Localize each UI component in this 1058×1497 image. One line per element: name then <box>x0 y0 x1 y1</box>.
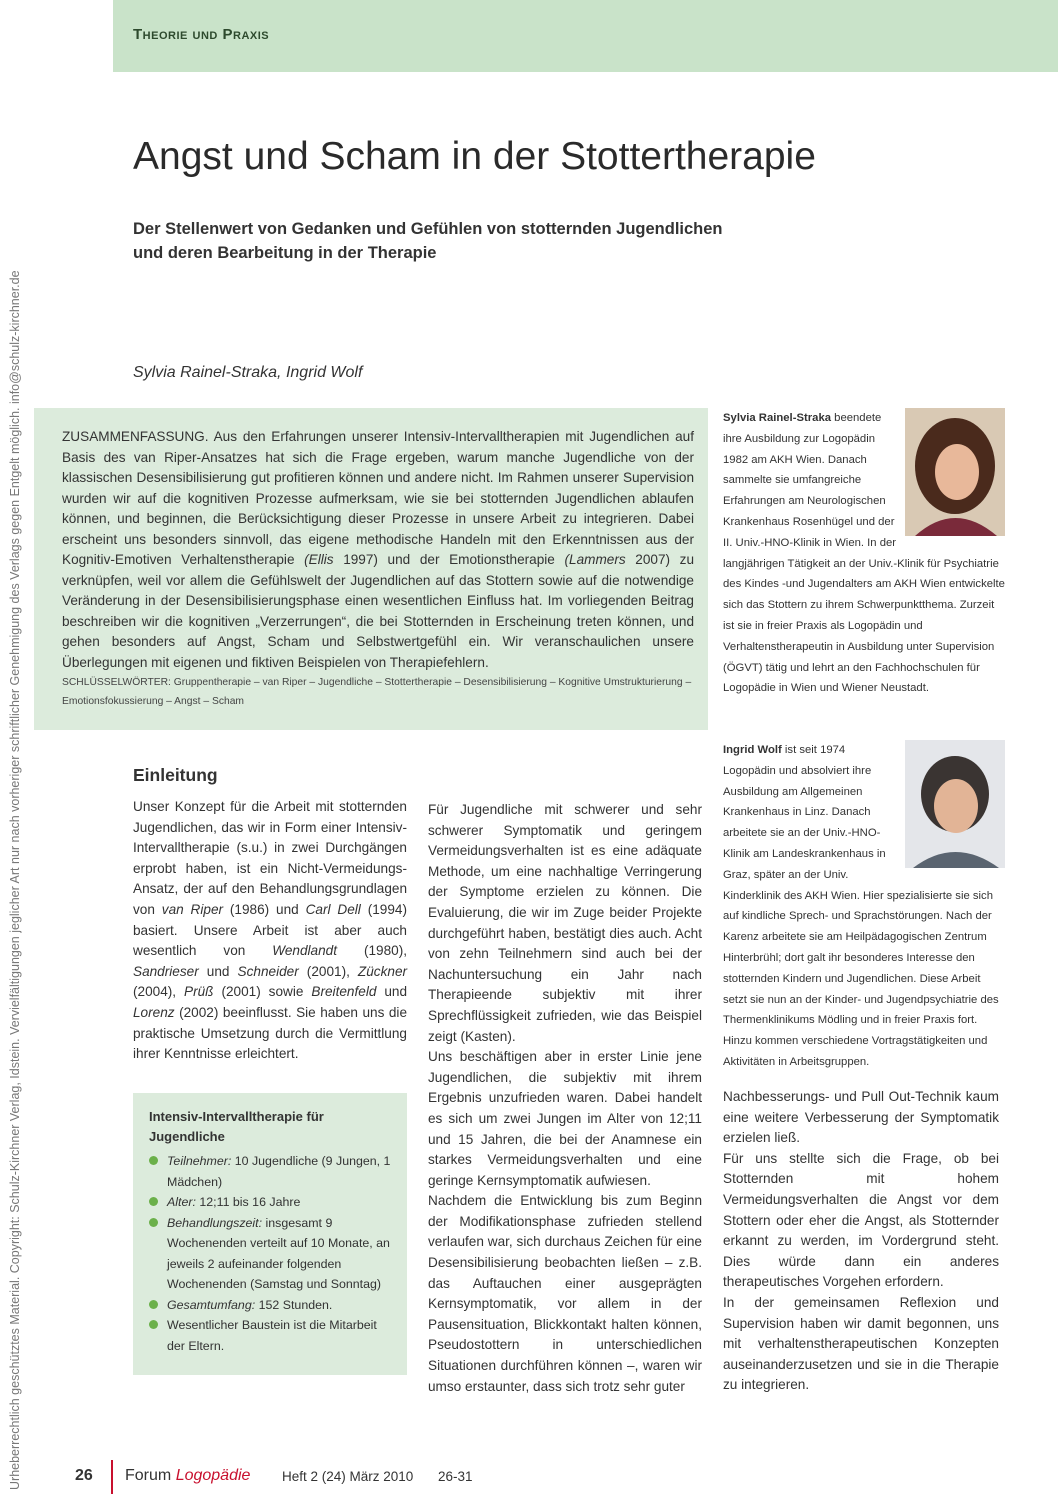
item-label: Gesamtumfang: <box>167 1297 256 1312</box>
ref-pruess: Prüß <box>184 984 214 1000</box>
bullet-icon <box>149 1197 158 1206</box>
list-item <box>149 1315 397 1356</box>
author-bio-wolf <box>723 740 1005 1073</box>
abstract-cite-ellis: (Ellis <box>304 552 334 567</box>
page-range: 26-31 <box>438 1469 473 1484</box>
text-span: (2001) sowie <box>221 984 304 1000</box>
text-span: (1980), <box>363 943 408 959</box>
item-text: insgesamt 9 Wochenenden verteilt auf 10 Monate, an jeweils 2 aufeinander folgenden Wochenenden (Samstag und Sonntag) <box>167 1215 390 1291</box>
list-item <box>149 1295 397 1316</box>
paragraph: In der gemeinsamen Reflexion und Supervision haben wir damit begonnen, uns mit verhaltenstherapeutischen Konzepten auseinanderzusetzen und sie in die Therapie zu integrieren. <box>723 1294 999 1393</box>
body-column-3 <box>723 1087 999 1396</box>
bullet-icon <box>149 1300 158 1309</box>
text-span: und <box>206 963 230 979</box>
ref-lorenz: Lorenz <box>133 1004 175 1020</box>
list-item <box>149 1213 397 1295</box>
item-text: 12;11 bis 16 Jahre <box>199 1195 301 1209</box>
journal-issue: Heft 2 (24) März 2010 <box>282 1469 414 1484</box>
ref-sandrieser: Sandrieser <box>133 963 199 979</box>
article-title: Angst und Scham in der Stottertherapie <box>133 135 816 178</box>
text-span: (2002) beeinflusst. Sie haben uns die praktische Umsetzung durch die Vermittlung ihrer Kenntnisse erleichtert. <box>133 1004 408 1062</box>
abstract-box <box>34 408 708 730</box>
abstract-label: ZUSAMMENFASSUNG. <box>62 429 209 444</box>
paragraph: Nachbesserungs- und Pull Out-Technik kaum eine weitere Verbesserung der Symptomatik erzielen ließ. <box>723 1089 999 1146</box>
page-number: 26 <box>75 1467 93 1484</box>
bullet-icon <box>149 1218 158 1227</box>
info-box <box>133 1093 407 1375</box>
section-label: Theorie und Praxis <box>133 26 270 43</box>
item-label: Teilnehmer: <box>167 1154 232 1168</box>
paragraph: Für Jugendliche mit schwerer und sehr schwerer Symptomatik und geringem Vermeidungsverhalten ist es eine adäquate Methode, um eine nachhaltige Verringerung der Symptome erzielen zu können. Die Evaluierung, die wir im Zuge beider Projekte durchgeführt haben, bestätigt dies auch. Acht von zehn Teilnehmern sind auch bei der Nachuntersuchung ein Jahr nach Therapieende subjektiv mit ihrer Sprechflüssigkeit zufrieden, wie das Beispiel zeigt (Kasten). <box>428 802 702 1044</box>
item-label: Behandlungszeit: <box>167 1215 263 1230</box>
bio2-name: Ingrid Wolf <box>723 744 782 756</box>
paragraph: Für uns stellte sich die Frage, ob bei Stotternden mit hohem Vermeidungsverhalten die Angst vor dem Stottern oder eher die Angst, als Stotternder erkannt zu werden, im Vordergrund steht. Dies würde dann ein anderes therapeutisches Vorgehen erfordern. <box>723 1150 999 1290</box>
footer-divider <box>111 1460 113 1494</box>
article-authors: Sylvia Rainel-Straka, Ingrid Wolf <box>133 364 363 381</box>
info-box-title: Intensiv-Intervalltherapie für Jugendliche <box>149 1109 324 1144</box>
abstract-part2: 2007) zu verknüpfen, weil vor allem die Gefühlswelt der Jugendlichen auf das Stottern sowie auf die notwendige Veränderung in der Desensibilisierungsphase einen wesentlichen Einfluss hat. Im vorliegenden Beitrag beschreiben wir die kognitiven „Verzerrungen“, die bei Stotternden in Erscheinung treten können, und gehen besonders auf Angst, Scham und Selbstwertgefühl ein. Wir veranschaulichen unsere Überlegungen mit eigenen und fiktiven Beispielen von Therapiefehlern. <box>62 552 695 670</box>
section-heading-einleitung: Einleitung <box>133 765 218 785</box>
journal-name-a: Forum <box>125 1467 172 1484</box>
copyright-notice: Urheberrechtlich geschütztes Material. Copyright: Schulz-Kirchner Verlag, Idstein. Vervielfältigungen jeglicher Art nur nach vorheriger schriftlicher Genehmigung des Verlags gegen Entgelt möglich. info@schulz-kirchner.de <box>8 270 22 1490</box>
list-item <box>149 1192 397 1213</box>
bio1-name: Sylvia Rainel-Straka <box>723 412 832 424</box>
article-subtitle: Der Stellenwert von Gedanken und Gefühlen von stotternden Jugendlichen und deren Bearbeitung in der Therapie <box>133 220 723 262</box>
bullet-icon <box>149 1156 158 1165</box>
item-label: Alter: <box>167 1195 196 1209</box>
abstract-cite-ellis-year: 1997) und der Emotionstherapie <box>343 552 555 567</box>
author-photo-wolf <box>905 740 1005 868</box>
item-text: 152 Stunden. <box>258 1297 333 1312</box>
text-span: (1994) basiert. Unsere Arbeit ist aber auch wesentlich von <box>133 901 407 959</box>
text-span: (2001), <box>306 963 350 979</box>
keywords: SCHLÜSSELWÖRTER: Gruppentherapie – van Riper – Jugendliche – Stottertherapie – Desensibilisierung – Kognitive Umstrukturierung – Emotionsfokussierung – Angst – Scham <box>62 677 692 707</box>
abstract-text <box>62 427 694 673</box>
text-span: (2004), <box>133 984 177 1000</box>
text-span: Unser Konzept für die Arbeit mit stotternden Jugendlichen, das wir in Form einer Intensiv-Intervalltherapie (s.u.) in zwei Durchgängen erprobt haben, ist ein Nicht-Vermeidungs-Ansatz, der auf den Behandlungsgrundlagen von <box>133 799 407 917</box>
text-span: und <box>384 984 408 1000</box>
ref-van-riper: van Riper <box>161 901 224 917</box>
body-column-2 <box>428 800 702 1397</box>
bio1-text: beendete ihre Ausbildung zur Logopädin 1982 am AKH Wien. Danach sammelte sie umfangreiche Erfahrungen am Neurologischen Krankenhaus Rosenhügel und der II. Univ.-HNO-Klinik in Wien. In der langjährigen Tätigkeit an der Univ.-Klinik für Psychiatrie des Kindes -und Jugendalters am AKH Wien entwickelte sich das Stottern zu ihrem Schwerpunktthema. Zurzeit ist sie in freier Praxis als Logopädin und Verhaltenstherapeutin in Ausbildung unter Supervision (ÖGVT) tätig und lehrt an den Fachhochschulen für Logopädie in Wien und Wiener Neustadt. <box>723 412 1005 695</box>
item-text: 10 Jugendliche (9 Jungen, 1 Mädchen) <box>167 1154 391 1189</box>
ref-schneider: Schneider <box>237 963 299 979</box>
paragraph: Nachdem die Entwicklung bis zum Beginn der Modifikationsphase zufrieden stellend verlaufen war, sich durchaus Zeichen für eine Desensibilisierung beobachten ließen – z.B. das Auftauchen einer ausgeprägten Kernsymptomatik, vor allem in der Pausensituation, Blickkontakt halten können, Pseudostottern in unterschiedlichen Situationen durchführen können –, waren wir umso erstaunter, dass sich trotz sehr guter <box>428 1193 702 1394</box>
ref-wendlandt: Wendlandt <box>272 943 337 959</box>
abstract-part1: Aus den Erfahrungen unserer Intensiv-Intervalltherapien mit Jugendlichen auf Basis des van Riper-Ansatzes hat sich die Frage ergeben, warum manche Jugendliche von der klassischen Desensibilisierung gut profitieren können und andere nicht. Im Rahmen unserer Supervision wurden wir auf die kognitiven Prozesse aufmerksam, wie sie bei stotternden Jugendlichen ablaufen können, und beginnen, die Berücksichtigung dieser Prozesse in unsere Arbeit zu integrieren. Dabei erscheint uns besonders sinnvoll, das eigene methodische Handeln mit den Erkenntnissen aus der Kognitiv-Emotiven Verhaltenstherapie <box>62 429 695 567</box>
info-box-list <box>149 1151 397 1356</box>
paragraph: Uns beschäftigen aber in erster Linie jene Jugendlichen, die subjektiv mit ihrem Ergebnis unzufrieden waren. Dabei handelt es sich um zwei Jungen im Alter von 12;11 und 15 Jahren, die bei der Anamnese ein starkes Vermeidungsverhalten und eine geringe Kernsymptomatik aufwiesen. <box>428 1049 702 1188</box>
journal-name <box>125 1467 250 1485</box>
list-item <box>149 1151 397 1192</box>
author-photo-rainel-straka <box>905 408 1005 536</box>
author-bio-rainel-straka <box>723 408 1005 699</box>
item-text: Wesentlicher Baustein ist die Mitarbeit der Eltern. <box>167 1318 377 1353</box>
ref-zueckner: Zückner <box>357 963 408 979</box>
journal-name-b: Logopädie <box>175 1467 251 1484</box>
bio2-text: ist seit 1974 Logopädin und absolviert ihre Ausbildung am Allgemeinen Krankenhaus in Linz. Danach arbeitete sie an der Univ.-HNO-Klinik am Landeskrankenhaus in Graz, später an der Univ. Kinderklinik des AKH Wien. Hier spezialisierte sie sich auf kindliche Sprech- und Sprachstörungen. Nach der Karenz arbeitete sie am Heilpädagogischen Zentrum Hinterbrühl; dort galt ihr besonderes Interesse den stotternden Kindern und Jugendlichen. Diese Arbeit setzt sie nun an der Kinder- und Jugendpsychiatrie des Thermenklinikums Mödling und in freier Praxis fort. Hinzu kommen verschiedene Vortragstätigkeiten und Aktivitäten in Arbeitsgruppen. <box>723 744 999 1068</box>
body-column-1 <box>133 797 407 1065</box>
abstract-cite-lammers: (Lammers <box>564 552 626 567</box>
text-span: (1986) und <box>229 901 299 917</box>
ref-dell: Carl Dell <box>305 901 361 917</box>
bullet-icon <box>149 1320 158 1329</box>
ref-breitenfeld: Breitenfeld <box>311 984 377 1000</box>
